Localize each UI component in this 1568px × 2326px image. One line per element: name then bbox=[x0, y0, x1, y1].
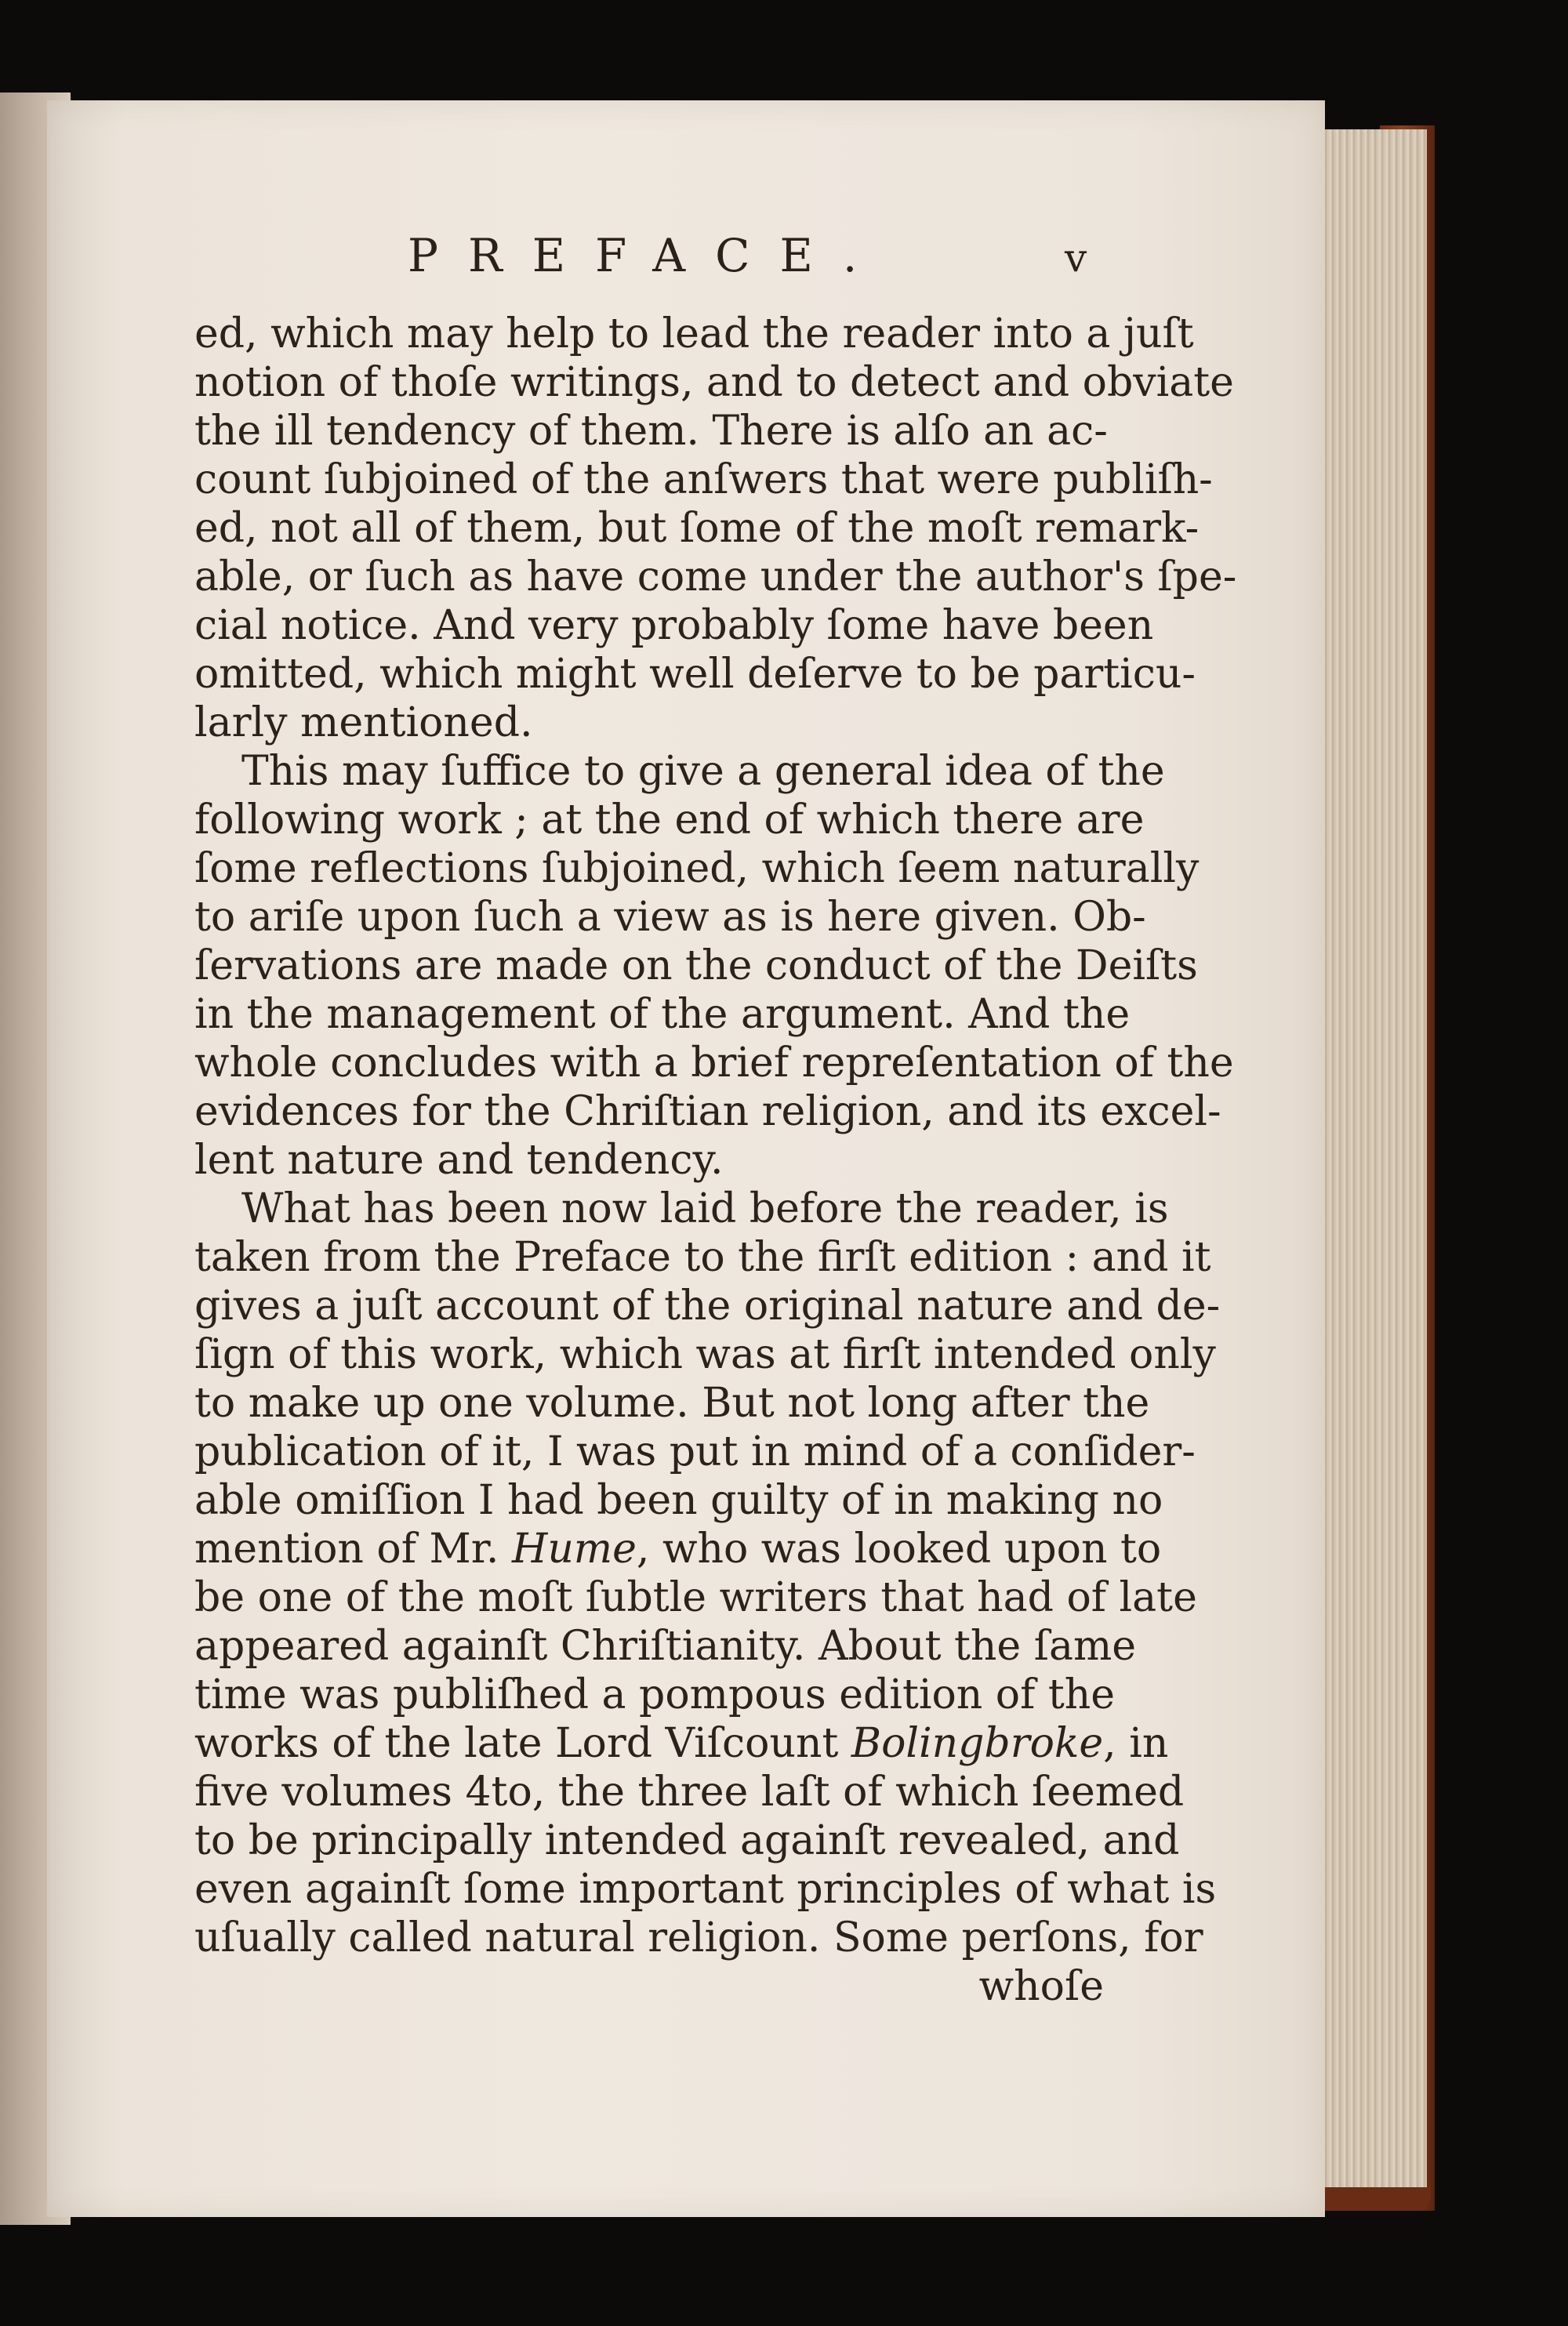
page-number: v bbox=[1065, 235, 1087, 281]
text-line: ſign of this work, which was at firſt intended only bbox=[194, 1331, 1216, 1378]
text-line: publication of it, I was put in mind of a conſider- bbox=[194, 1428, 1196, 1475]
text-line: This may ſuffice to give a general idea of the bbox=[241, 748, 1165, 795]
catchword: whoſe bbox=[978, 1963, 1104, 2010]
text-line: ſome reflections ſubjoined, which ſeem naturally bbox=[194, 845, 1200, 892]
text-line: even againſt ſome important principles of what is bbox=[194, 1866, 1217, 1913]
page-fore-edge bbox=[1321, 129, 1427, 2199]
text-line: uſually called natural religion. Some perſons, for bbox=[194, 1914, 1203, 1961]
text-line: notion of thoſe writings, and to detect and obviate bbox=[194, 359, 1234, 406]
text-line: ed, not all of them, but ſome of the moſt remark- bbox=[194, 505, 1200, 552]
text-line: following work ; at the end of which there are bbox=[194, 797, 1145, 844]
italic-name: Hume bbox=[511, 1526, 637, 1573]
text-line: ed, which may help to lead the reader into a juſt bbox=[194, 310, 1194, 357]
text-line: able omiſſion I had been guilty of in making no bbox=[194, 1477, 1163, 1524]
text-line: appeared againſt Chriſtianity. About the ſame bbox=[194, 1623, 1137, 1670]
text-line: to be principally intended againſt revealed, and bbox=[194, 1817, 1180, 1864]
text-line: the ill tendency of them. There is alſo an ac- bbox=[194, 408, 1108, 455]
text-line: able, or ſuch as have come under the author's ſpe- bbox=[194, 553, 1237, 601]
text-line: evidences for the Chriſtian religion, and its excel- bbox=[194, 1088, 1221, 1135]
text-line: whole concludes with a brief repreſentation of the bbox=[194, 1040, 1234, 1087]
text-line: time was publiſhed a pompous edition of the bbox=[194, 1671, 1116, 1718]
text-line: in the management of the argument. And the bbox=[194, 991, 1131, 1038]
text-line: gives a juſt account of the original nature and de- bbox=[194, 1283, 1221, 1330]
text-line: to make up one volume. But not long after the bbox=[194, 1380, 1150, 1427]
text-line: be one of the moſt ſubtle writers that had of late bbox=[194, 1574, 1197, 1621]
text-line: ſervations are made on the conduct of the Deiſts bbox=[194, 942, 1198, 989]
text-line: cial notice. And very probably ſome have been bbox=[194, 602, 1154, 649]
text-line: omitted, which might well deſerve to be particu- bbox=[194, 651, 1196, 698]
body-text bbox=[194, 310, 1237, 2011]
text-line: larly mentioned. bbox=[194, 699, 533, 746]
text-line: works of the late Lord Viſcount Bolingbroke bbox=[194, 1720, 1104, 1767]
running-head: PREFACE. bbox=[408, 229, 887, 282]
text-line: mention of Mr. Hume, who was looked upon to bbox=[194, 1526, 1162, 1573]
italic-name: Bolingbroke bbox=[851, 1720, 1104, 1767]
text-line: to ariſe upon ſuch a view as is here given. Ob- bbox=[194, 894, 1146, 941]
text-line: five volumes 4to, the three laſt of which ſeemed bbox=[194, 1769, 1185, 1816]
text-line: lent nature and tendency. bbox=[194, 1137, 724, 1184]
text-line: What has been now laid before the reader, is bbox=[241, 1185, 1169, 1232]
text-line: taken from the Preface to the firſt edition : and it bbox=[194, 1234, 1211, 1281]
text-line: count ſubjoined of the anſwers that were publiſh- bbox=[194, 456, 1213, 503]
